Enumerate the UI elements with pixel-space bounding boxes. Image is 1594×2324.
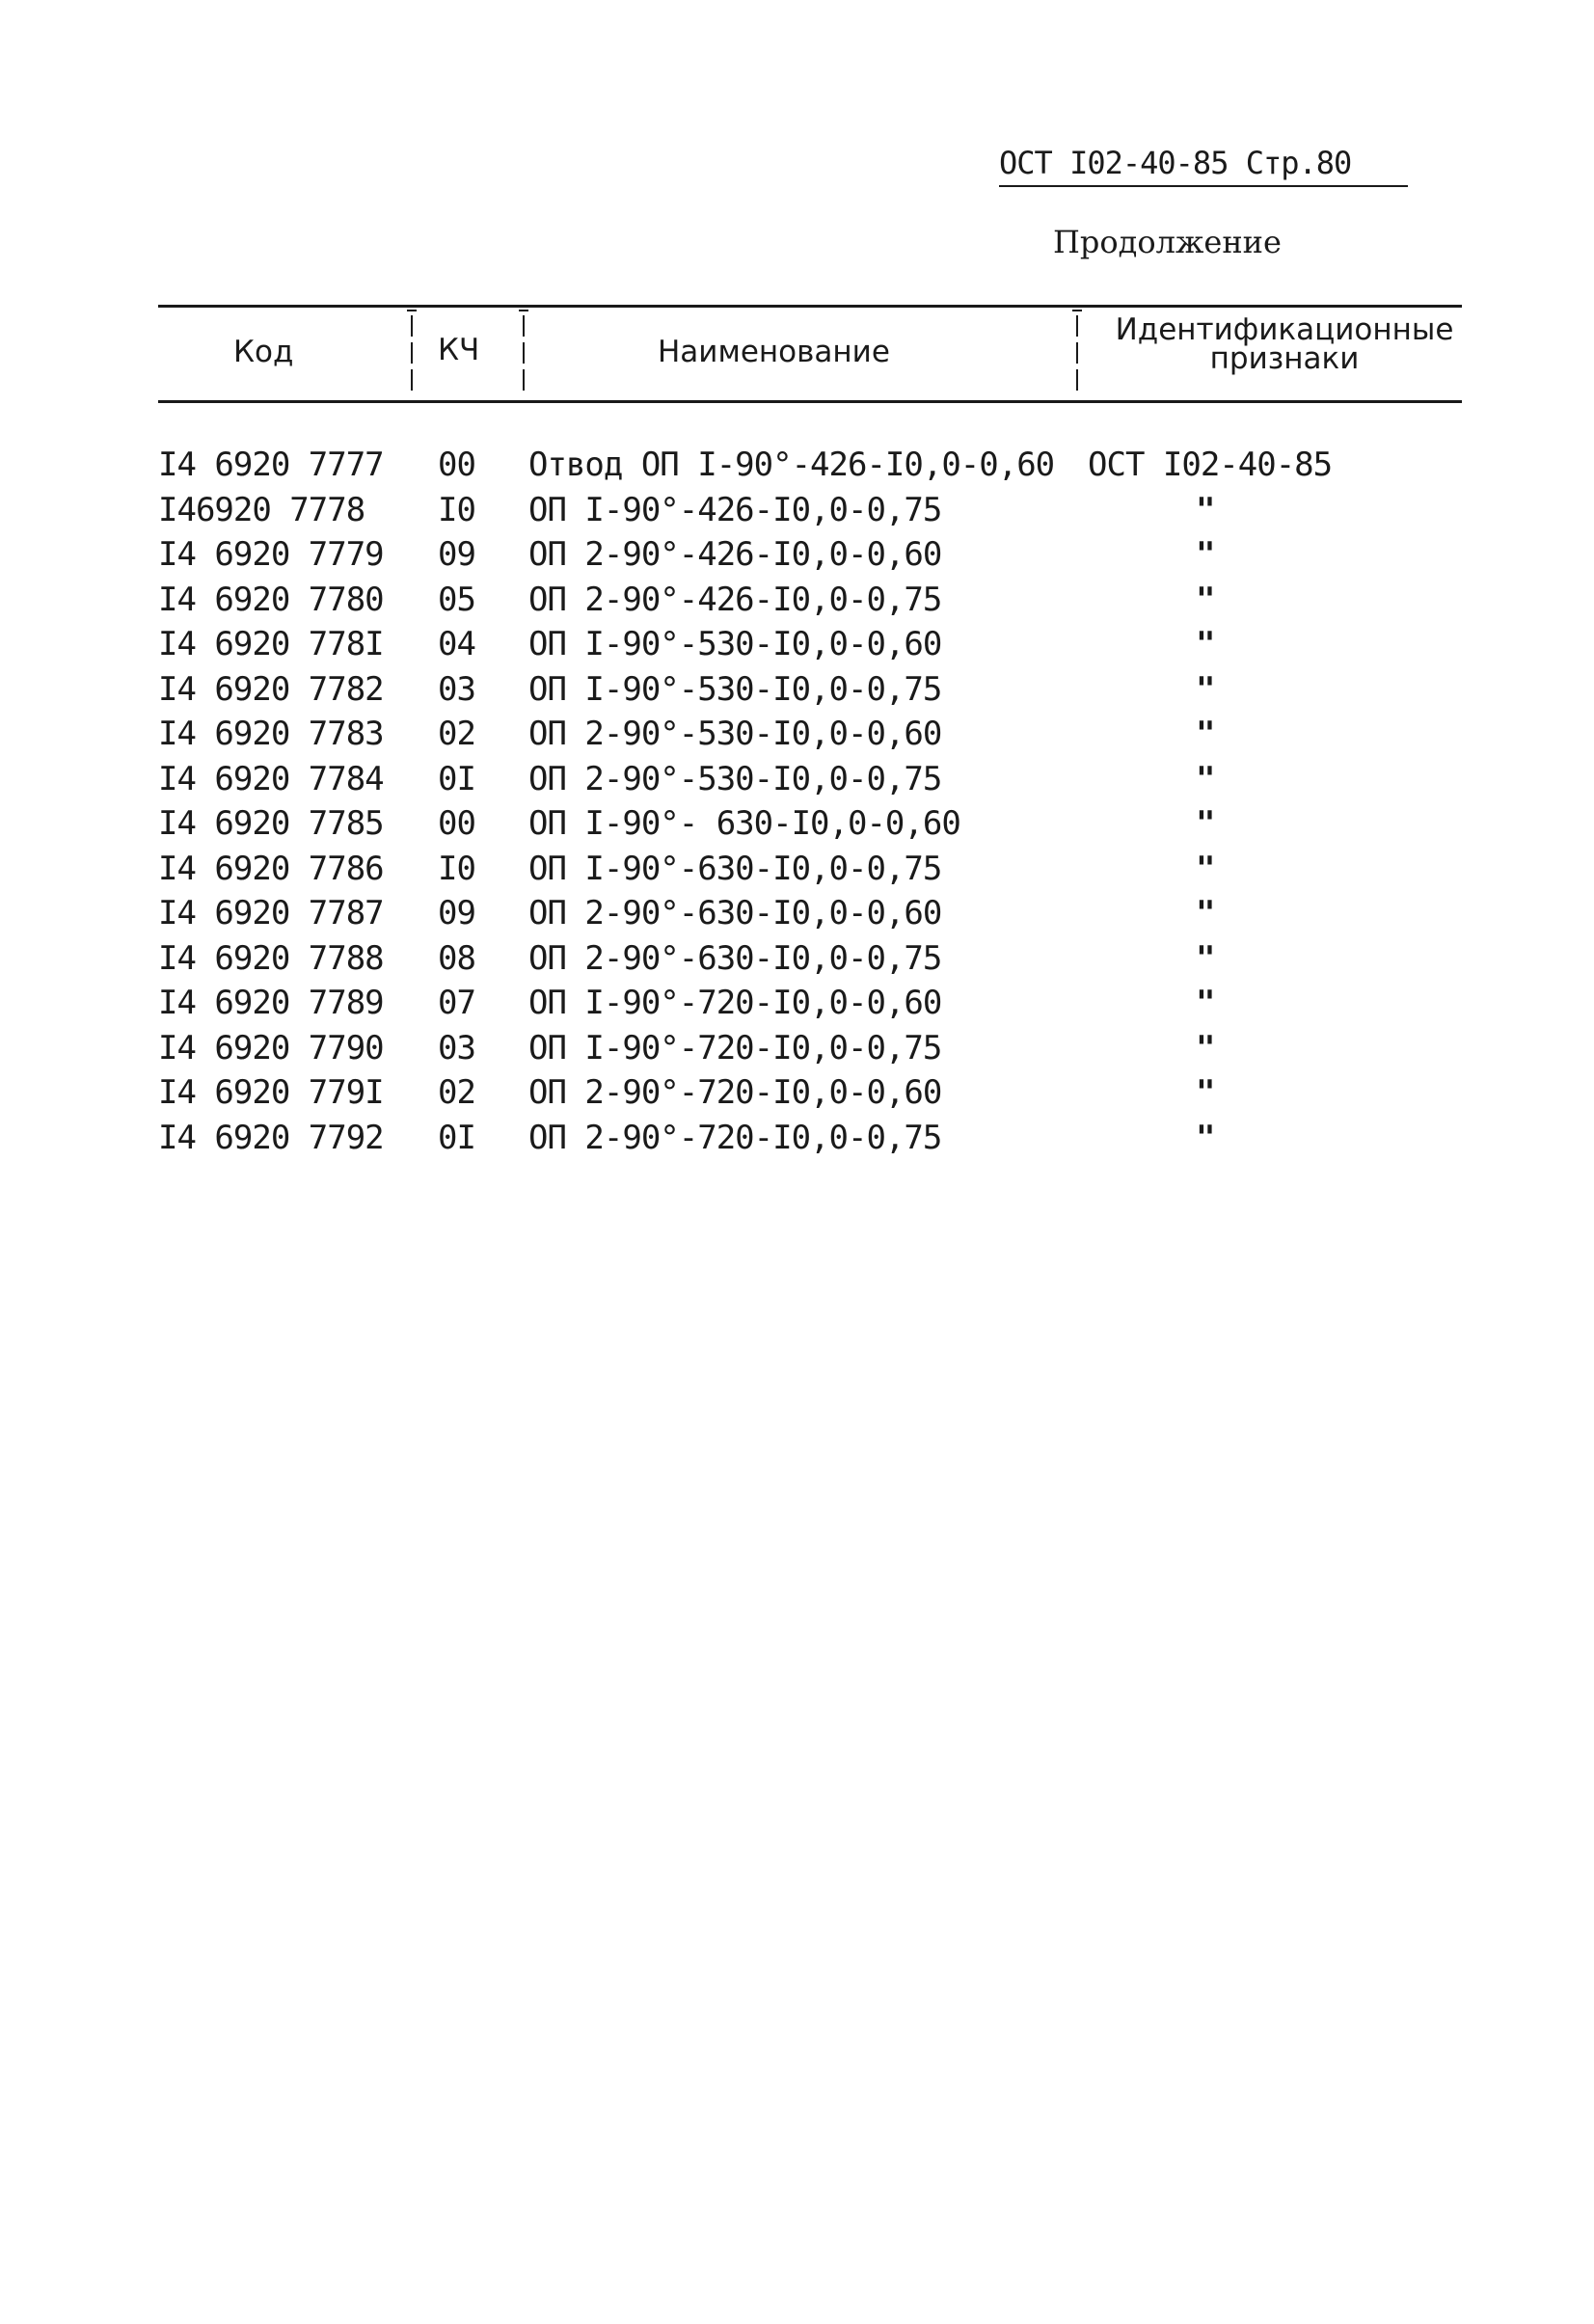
document-reference: ОСТ I02-40-85 Стр.80	[999, 145, 1352, 181]
row-ident-ditto: "	[1196, 490, 1215, 529]
table-body	[158, 440, 1462, 1157]
table-row	[158, 440, 1462, 485]
row-code: I4 6920 7784	[158, 759, 384, 798]
column-header-kch: КЧ	[438, 333, 480, 367]
row-code: I4 6920 778I	[158, 625, 384, 663]
row-code: I4 6920 7780	[158, 580, 384, 619]
row-code: I4 6920 7782	[158, 669, 384, 709]
row-kch: I0	[438, 490, 475, 529]
row-kch: 03	[438, 669, 475, 709]
row-code: I4 6920 7788	[158, 938, 384, 978]
row-ident-ditto: "	[1196, 715, 1215, 753]
row-name: ОП 2-90°-720-I0,0-0,60	[528, 1073, 942, 1112]
row-kch: 08	[438, 938, 475, 978]
row-name: ОП 2-90°-720-I0,0-0,75	[528, 1118, 942, 1157]
table-row	[158, 575, 1462, 620]
row-ident-ditto: "	[1196, 1028, 1215, 1067]
continuation-label: Продолжение	[1053, 224, 1282, 260]
row-ident-ditto: "	[1196, 804, 1215, 843]
row-code: I4 6920 7792	[158, 1118, 384, 1157]
table-row	[158, 844, 1462, 889]
row-name: ОП I-90°-530-I0,0-0,75	[528, 669, 942, 709]
table-row	[158, 1113, 1462, 1158]
table-row	[158, 619, 1462, 664]
row-ident-ditto: "	[1196, 938, 1215, 978]
table-row	[158, 798, 1462, 844]
table-row	[158, 709, 1462, 754]
row-ident-ditto: "	[1196, 1073, 1215, 1112]
table-row	[158, 1023, 1462, 1068]
row-code: I4 6920 7786	[158, 849, 384, 888]
row-kch: 04	[438, 625, 475, 663]
row-code: I4 6920 7787	[158, 894, 384, 932]
row-name: ОП I-90°-530-I0,0-0,60	[528, 625, 942, 663]
row-code: I4 6920 7790	[158, 1028, 384, 1067]
row-name: ОП 2-90°-630-I0,0-0,75	[528, 938, 942, 978]
column-header-code: Код	[233, 335, 294, 369]
row-code: I4 6920 7779	[158, 535, 384, 574]
row-kch: 02	[438, 1073, 475, 1112]
table-row	[158, 754, 1462, 799]
table-row	[158, 664, 1462, 710]
row-kch: 05	[438, 580, 475, 619]
row-ident-ditto: "	[1196, 625, 1215, 663]
table-row	[158, 1067, 1462, 1113]
column-header-ident-line2: признаки	[1209, 341, 1360, 376]
table-row	[158, 485, 1462, 530]
row-name: ОП 2-90°-630-I0,0-0,60	[528, 894, 942, 932]
column-header-name: Наименование	[658, 335, 890, 369]
row-kch: 09	[438, 535, 475, 574]
row-ident-ditto: "	[1196, 669, 1215, 709]
column-separator	[517, 310, 530, 396]
row-name: ОП I-90°-426-I0,0-0,75	[528, 490, 942, 529]
row-kch: 00	[438, 804, 475, 843]
row-code: I4 6920 7785	[158, 804, 384, 843]
row-name: ОП 2-90°-426-I0,0-0,60	[528, 535, 942, 574]
row-ident-ditto: "	[1196, 849, 1215, 888]
row-code: I4 6920 779I	[158, 1073, 384, 1112]
row-name: ОП 2-90°-530-I0,0-0,60	[528, 715, 942, 753]
row-ident-ditto: "	[1196, 984, 1215, 1022]
row-code: I4 6920 7783	[158, 715, 384, 753]
row-name: ОП 2-90°-426-I0,0-0,75	[528, 580, 942, 619]
row-name: Отвод ОП I-90°-426-I0,0-0,60	[528, 446, 1055, 484]
row-ident-ditto: "	[1196, 1118, 1215, 1157]
row-code: I46920 7778	[158, 490, 365, 529]
row-ident-ditto: "	[1196, 759, 1215, 798]
row-code: I4 6920 7777	[158, 446, 384, 484]
column-header-ident	[1101, 312, 1468, 376]
row-name: ОП I-90°- 630-I0,0-0,60	[528, 804, 960, 843]
table-row	[158, 888, 1462, 933]
column-header-ident-line1: Идентификационные	[1115, 312, 1454, 347]
column-separator	[405, 310, 419, 396]
row-kch: 09	[438, 894, 475, 932]
row-kch: 00	[438, 446, 475, 484]
row-kch: I0	[438, 849, 475, 888]
table-row	[158, 529, 1462, 575]
row-name: ОП I-90°-720-I0,0-0,75	[528, 1028, 942, 1067]
row-name: ОП 2-90°-530-I0,0-0,75	[528, 759, 942, 798]
row-name: ОП I-90°-720-I0,0-0,60	[528, 984, 942, 1022]
row-ident-ditto: "	[1196, 535, 1215, 574]
row-kch: 02	[438, 715, 475, 753]
row-kch: 0I	[438, 759, 475, 798]
row-code: I4 6920 7789	[158, 984, 384, 1022]
row-kch: 03	[438, 1028, 475, 1067]
row-name: ОП I-90°-630-I0,0-0,75	[528, 849, 942, 888]
table-header	[158, 305, 1462, 403]
row-ident-ditto: "	[1196, 894, 1215, 932]
column-separator	[1070, 310, 1084, 396]
table-row	[158, 978, 1462, 1023]
table-row	[158, 933, 1462, 979]
row-kch: 07	[438, 984, 475, 1022]
row-kch: 0I	[438, 1118, 475, 1157]
row-ident: ОСТ I02-40-85	[1088, 446, 1333, 484]
header-underline	[999, 185, 1408, 187]
row-ident-ditto: "	[1196, 580, 1215, 619]
